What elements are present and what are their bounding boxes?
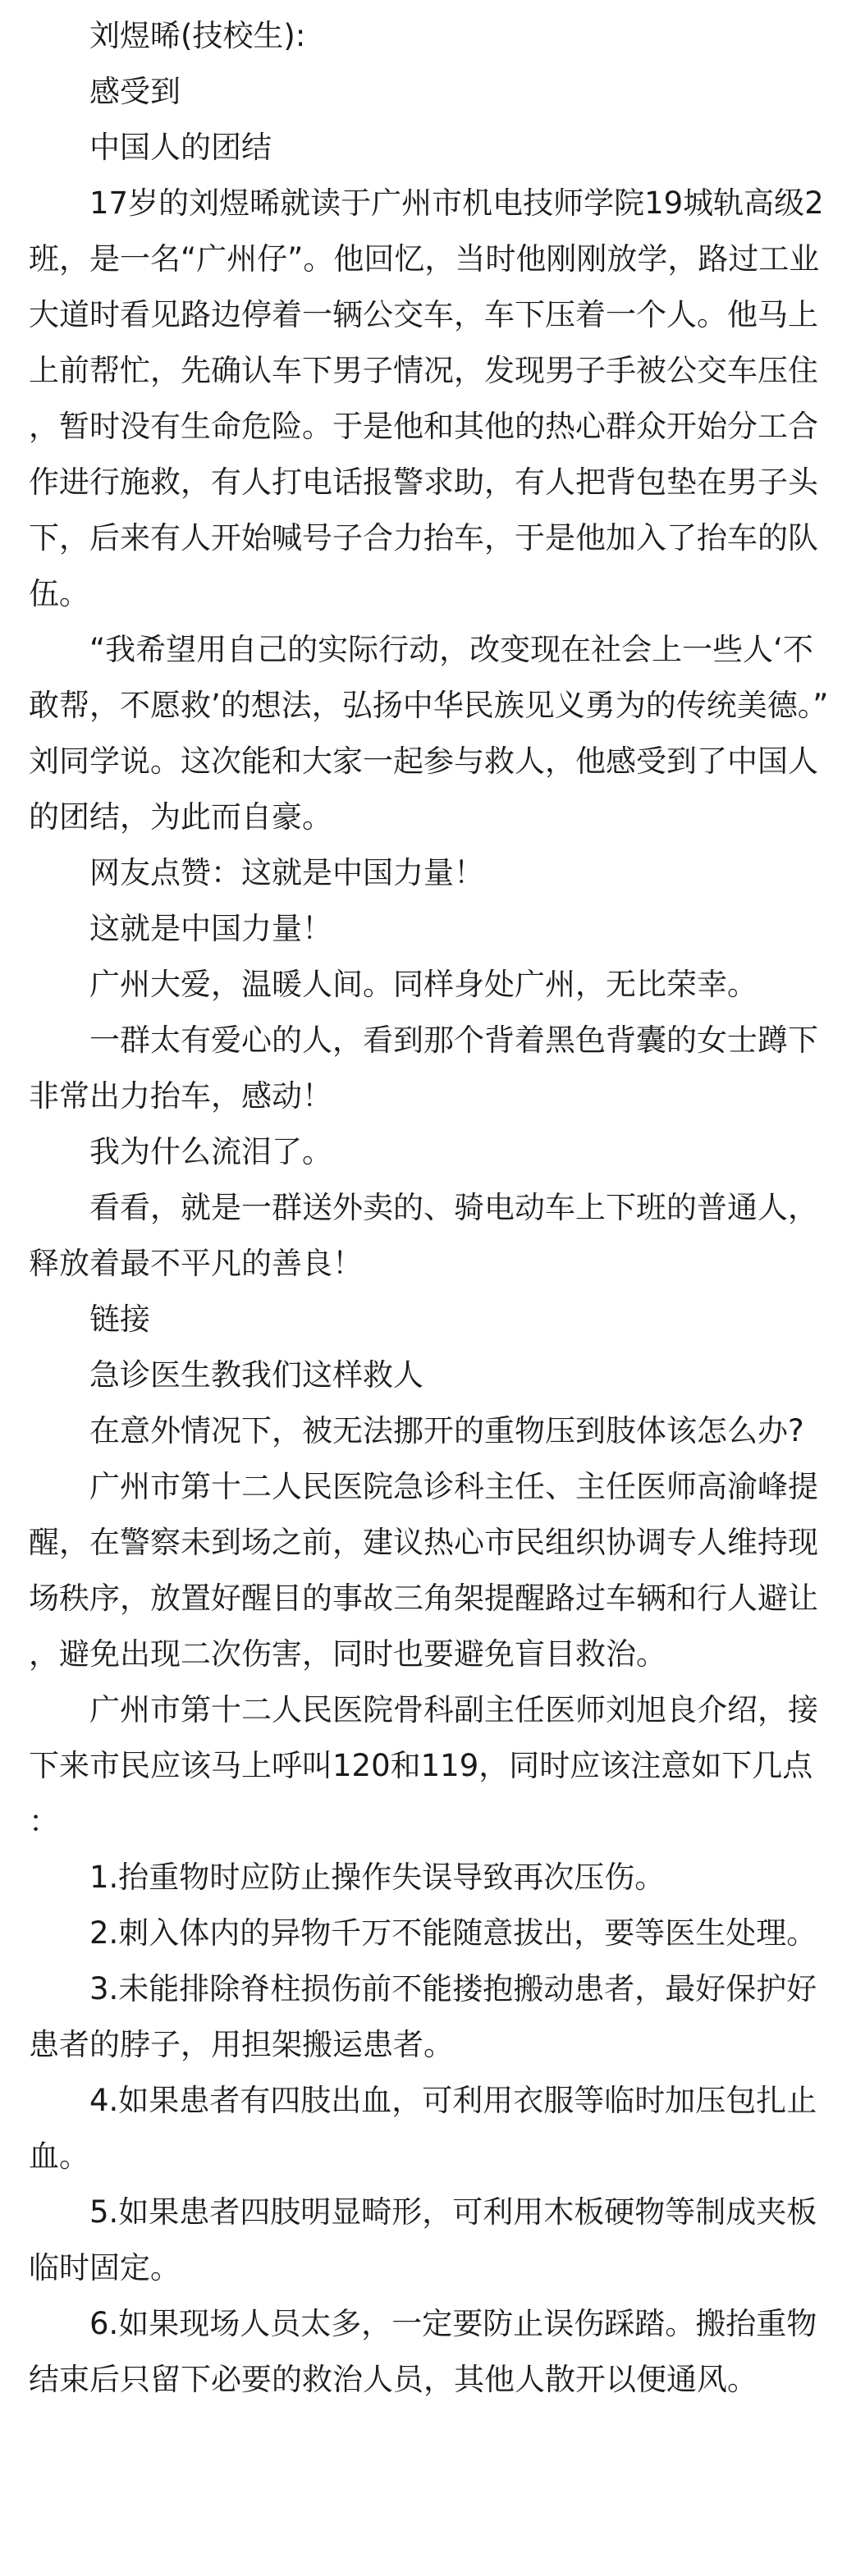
netizen-comment: 我为什么流泪了。 (89, 1134, 332, 1169)
tip-item: 3.未能排除脊柱损伤前不能搂抱搬动患者，最好保护好患者的脖子，用担架搬运患者。 (29, 1971, 817, 2062)
section-heading-first-aid: 急诊医生教我们这样救人 (89, 1357, 423, 1393)
story-paragraph: 17岁的刘煜晞就读于广州市机电技师学院19城轨高级2班，是一名“广州仔”。他回忆，当时他刚刚放学，路过工业大道时看见路边停着一辆公交车，车下压着一个人。他马上上前帮忙，先确认车下男子情况，发现男子手被公交车压住，暂时没有生命危险。于是他和其他的热心群众开始分工合作进行施救，有人打电话报警求助，有人把背包垫在男子头下，后来有人开始喊号子合力抬车，于是他加入了抬车的队伍。 (29, 185, 824, 611)
tip-item: 5.如果患者四肢明显畸形，可利用木板硬物等制成夹板临时固定。 (29, 2194, 817, 2285)
tip-item: 6.如果现场人员太多，一定要防止误伤踩踏。搬抬重物结束后只留下必要的救治人员，其他人散开以便通风。 (29, 2306, 817, 2397)
doctor-advice-paragraph: 广州市第十二人民医院骨科副主任医师刘旭良介绍，接下来市民应该马上呼叫120和119，同时应该注意如下几点： (29, 1692, 818, 1839)
section-heading-netizens: 网友点赞：这就是中国力量！ (89, 855, 484, 890)
tip-item: 1.抬重物时应防止操作失误导致再次压伤。 (89, 1860, 666, 1895)
quote-paragraph: “我希望用自己的实际行动，改变现在社会上一些人‘不敢帮，不愿救’的想法，弘扬中华民族见义勇为的传统美德。”刘同学说。这次能和大家一起参与救人，他感受到了中国人的团结，为此而自豪。 (29, 632, 829, 835)
netizen-comment: 看看，就是一群送外卖的、骑电动车上下班的普通人，释放着最不平凡的善良！ (29, 1190, 818, 1281)
netizen-comment: 一群太有爱心的人，看到那个背着黑色背囊的女士蹲下非常出力抬车，感动！ (29, 1023, 818, 1114)
section-heading-link: 链接 (89, 1302, 150, 1337)
tip-item: 4.如果患者有四肢出血，可利用衣服等临时加压包扎止血。 (29, 2083, 817, 2174)
doctor-advice-paragraph: 广州市第十二人民医院急诊科主任、主任医师高渝峰提醒，在警察未到场之前，建议热心市民组织协调专人维持现场秩序，放置好醒目的事故三角架提醒路过车辆和行人避让，避免出现二次伤害，同时也要避免盲目救治。 (29, 1469, 818, 1672)
subheading-line-1: 感受到 (89, 74, 181, 109)
netizen-comment: 这就是中国力量！ (89, 911, 332, 946)
byline-name: 刘煜晞(技校生): (89, 18, 306, 53)
tip-item: 2.刺入体内的异物千万不能随意拔出，要等医生处理。 (89, 1915, 817, 1951)
question-paragraph: 在意外情况下，被无法挪开的重物压到肢体该怎么办? (89, 1413, 804, 1448)
subheading-line-2: 中国人的团结 (89, 130, 272, 165)
netizen-comment: 广州大爱，温暖人间。同样身处广州，无比荣幸。 (89, 967, 758, 1002)
